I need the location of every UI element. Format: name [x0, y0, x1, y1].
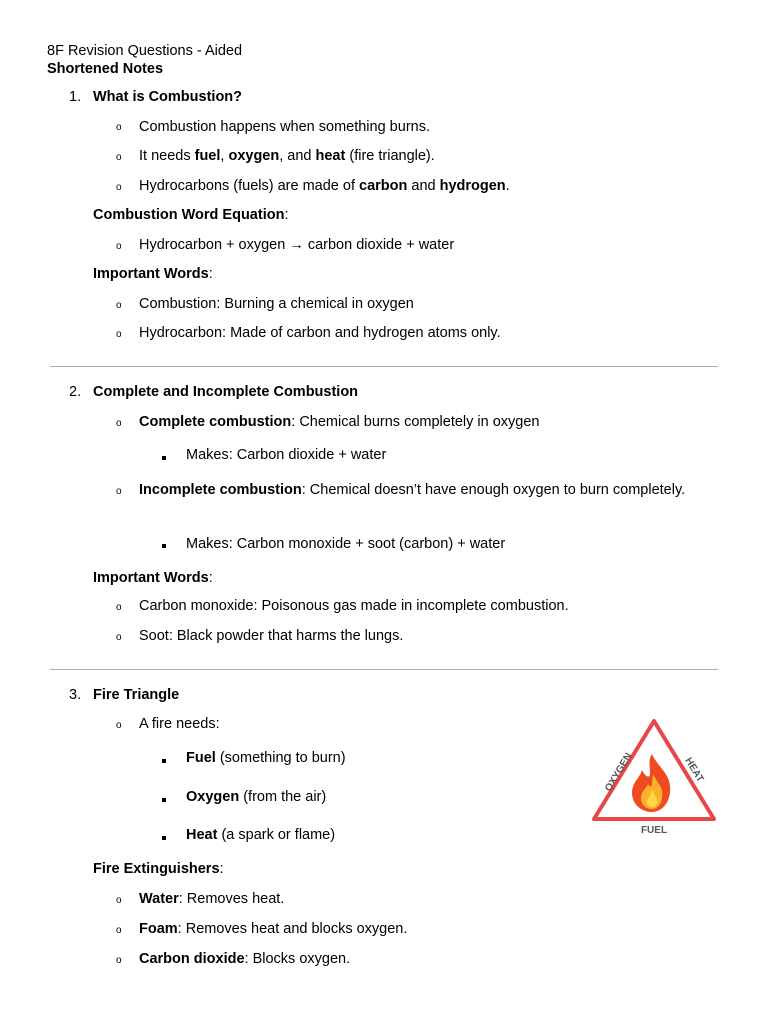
s3-bullet-1: A fire needs: [139, 716, 220, 732]
circle-bullet-icon: o [116, 602, 122, 613]
section-3-heading: Fire Triangle [93, 687, 180, 703]
s2-b1-bold: Complete combustion [139, 414, 292, 430]
circle-bullet-icon: o [116, 925, 122, 936]
s1-b3-hydrogen: hydrogen [439, 178, 506, 194]
s1-word-1: Combustion: Burning a chemical in oxygen [139, 296, 414, 312]
circle-bullet-icon: o [116, 486, 122, 497]
s3-need-heat-bold: Heat [186, 827, 218, 843]
square-bullet-icon [162, 544, 166, 548]
s1-b2-comma: , [220, 148, 229, 164]
s2-word-1: Carbon monoxide: Poisonous gas made in incomplete combustion. [139, 598, 569, 614]
s1-b2-text: It needs [139, 148, 195, 164]
s1-b3-end: . [505, 178, 510, 194]
s2-bullet-2 [139, 480, 699, 501]
circle-bullet-icon: o [116, 955, 122, 966]
s2-sub-2: Makes: Carbon monoxide + soot (carbon) + water [186, 536, 506, 552]
square-bullet-icon [162, 836, 166, 840]
circle-bullet-icon: o [116, 895, 122, 906]
s3-need-heat-rest: (a spark or flame) [217, 827, 336, 843]
s1-equation-label-text: Combustion Word Equation [93, 207, 285, 223]
s3-need-heat [186, 826, 335, 844]
circle-bullet-icon: o [116, 300, 122, 311]
s1-b3-text: Hydrocarbons (fuels) are made of [139, 178, 360, 194]
s3-need-fuel-bold: Fuel [186, 750, 216, 766]
s1-b2-end: (fire triangle). [345, 148, 435, 164]
circle-bullet-icon: o [116, 241, 122, 252]
section-3-number: 3. [69, 687, 82, 703]
s2-sub-1: Makes: Carbon dioxide + water [186, 447, 387, 463]
s1-equation-colon: : [284, 207, 289, 223]
square-bullet-icon [162, 759, 166, 763]
s1-b3-carbon: carbon [359, 178, 408, 194]
s3-ext-foam-bold: Foam [139, 921, 178, 937]
s1-bullet-1: Combustion happens when something burns. [139, 119, 430, 135]
document-subtitle: Shortened Notes [47, 61, 164, 77]
s3-ext-foam-rest: : Removes heat and blocks oxygen. [177, 921, 408, 937]
s1-words-colon: : [208, 266, 213, 282]
triangle-label-oxygen: OXYGEN [603, 751, 635, 794]
s1-b2-fuel: fuel [194, 148, 221, 164]
section-2-heading: Complete and Incomplete Combustion [93, 384, 359, 400]
s3-need-fuel [186, 749, 346, 767]
s1-words-label-text: Important Words [93, 266, 209, 282]
fire-triangle-diagram [588, 716, 720, 838]
s1-words-label [93, 265, 213, 283]
s2-words-colon: : [208, 570, 213, 586]
circle-bullet-icon: o [116, 329, 122, 340]
section-divider [50, 669, 718, 670]
flame-icon [632, 754, 670, 812]
s3-ext-water [139, 890, 284, 908]
triangle-label-fuel: FUEL [640, 825, 668, 836]
s2-words-label-text: Important Words [93, 570, 209, 586]
section-divider [50, 366, 718, 367]
section-2-number: 2. [69, 384, 82, 400]
s3-need-oxygen-bold: Oxygen [186, 789, 240, 805]
s2-b1-rest: : Chemical burns completely in oxygen [291, 414, 540, 430]
square-bullet-icon [162, 798, 166, 802]
s1-b3-and: and [407, 178, 440, 194]
s3-ext-foam [139, 920, 407, 938]
s3-ext-colon: : [219, 861, 224, 877]
s2-word-2: Soot: Black powder that harms the lungs. [139, 628, 404, 644]
s2-words-label [93, 569, 213, 587]
circle-bullet-icon: o [116, 720, 122, 731]
triangle-label-heat: HEAT [682, 755, 706, 785]
circle-bullet-icon: o [116, 122, 122, 133]
circle-bullet-icon: o [116, 152, 122, 163]
s3-ext-co2-rest: : Blocks oxygen. [244, 951, 351, 967]
document-title: 8F Revision Questions - Aided [47, 43, 243, 59]
s3-ext-label [93, 860, 224, 878]
circle-bullet-icon: o [116, 182, 122, 193]
s2-bullet-1 [139, 413, 540, 431]
s1-b2-oxygen: oxygen [228, 148, 280, 164]
s3-ext-water-bold: Water [139, 891, 179, 907]
s2-b2-rest: : Chemical doesn’t have enough oxygen to burn completely. [301, 482, 686, 498]
s1-b2-and: , and [279, 148, 316, 164]
section-1-number: 1. [69, 89, 82, 105]
circle-bullet-icon: o [116, 632, 122, 643]
s3-need-oxygen [186, 788, 326, 806]
s3-ext-co2-bold: Carbon dioxide [139, 951, 245, 967]
s1-word-2: Hydrocarbon: Made of carbon and hydrogen atoms only. [139, 325, 501, 341]
s3-need-fuel-rest: (something to burn) [215, 750, 346, 766]
section-1-heading: What is Combustion? [93, 89, 243, 105]
s1-bullet-3 [139, 177, 510, 195]
s3-need-oxygen-rest: (from the air) [239, 789, 327, 805]
s1-equation: Hydrocarbon + oxygen → carbon dioxide + water [139, 237, 455, 253]
square-bullet-icon [162, 456, 166, 460]
s3-ext-label-text: Fire Extinguishers [93, 861, 220, 877]
s2-b2-bold: Incomplete combustion [139, 482, 302, 498]
s3-ext-co2 [139, 950, 350, 968]
s1-equation-label [93, 206, 288, 224]
s1-bullet-2 [139, 147, 435, 165]
s3-ext-water-rest: : Removes heat. [178, 891, 285, 907]
circle-bullet-icon: o [116, 418, 122, 429]
s1-b2-heat: heat [315, 148, 346, 164]
